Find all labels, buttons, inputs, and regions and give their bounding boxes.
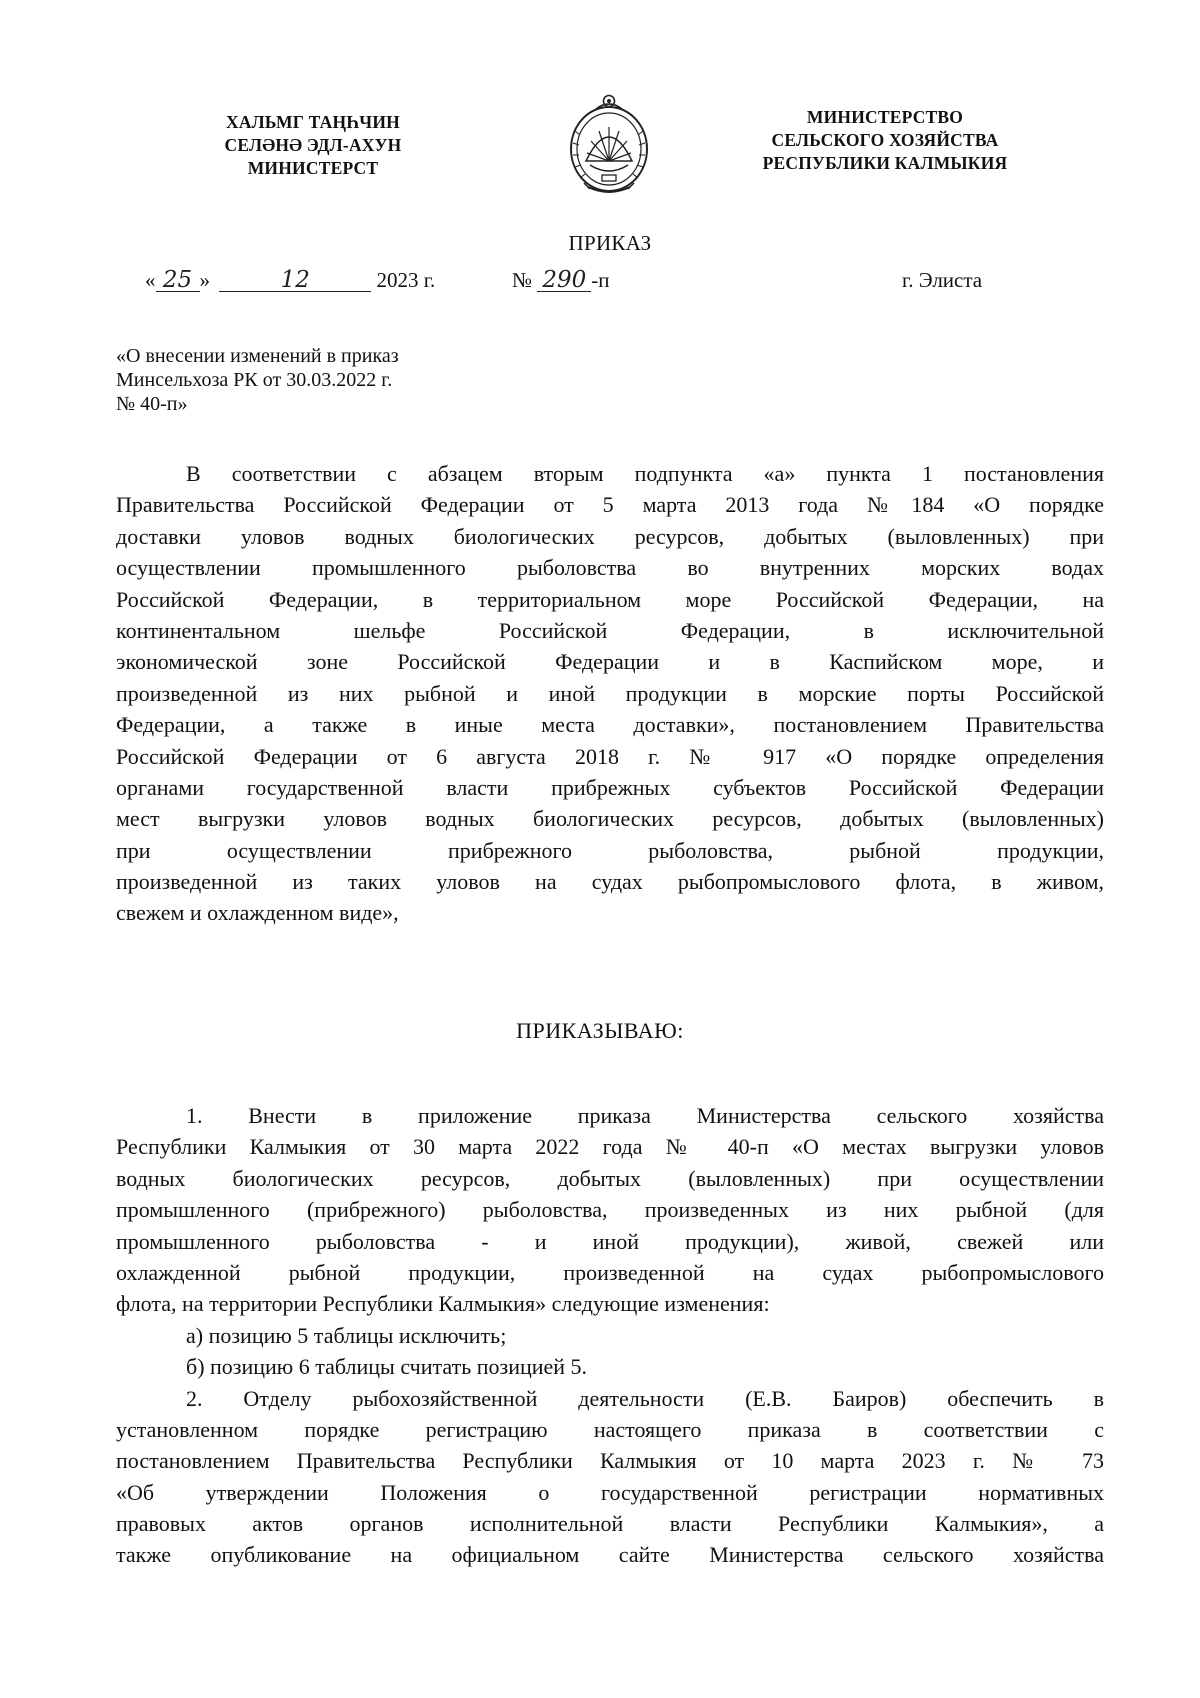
order-items <box>116 1100 1104 1571</box>
sub-item-b: б) позицию 6 таблицы считать позицией 5. <box>186 1354 588 1380</box>
text-line: 2. Отделу рыбохозяйственной деятельности (Е.В. Баиров) обеспечить в <box>186 1385 1104 1411</box>
text-line: доставки уловов водных биологических ресурсов, добытых (выловленных) при <box>116 523 1104 549</box>
text-line: произведенной из таких уловов на судах рыбопромыслового флота, в живом, <box>116 869 1104 895</box>
text-line: Федерации, а также в иные места доставки», постановлением Правительства <box>116 712 1104 738</box>
header-right-line: МИНИСТЕРСТВО <box>806 107 964 127</box>
text-line: Республики Калмыкия от 30 марта 2022 года № 40-п «О местах выгрузки уловов <box>116 1134 1104 1160</box>
order-number <box>512 268 610 293</box>
text-line: Правительства Российской Федерации от 5 марта 2013 года №184 «О порядке <box>116 492 1104 518</box>
text-line: свежем и охлажденном виде», <box>116 900 399 926</box>
text-line: охлажденной рыбной продукции, произведенной на судах рыбопромыслового <box>116 1259 1104 1285</box>
text-line: Российской Федерации, в территориальном море Российской Федерации, на <box>116 586 1104 612</box>
header-right-line: РЕСПУБЛИКИ КАЛМЫКИЯ <box>762 153 1008 173</box>
text-line: правовых актов органов исполнительной власти Республики Калмыкия», а <box>116 1511 1104 1537</box>
sub-item-a: а) позицию 5 таблицы исключить; <box>186 1322 507 1348</box>
date-close-quote: » <box>199 268 210 292</box>
order-year: 2023 г. <box>376 268 436 292</box>
subject-line: «О внесении изменений в приказ <box>116 345 399 367</box>
text-line: континентальном шельфе Российской Федерации, в исключительной <box>116 617 1104 643</box>
number-prefix: № <box>512 268 533 292</box>
text-line: при осуществлении прибрежного рыболовства, рыбной продукции, <box>116 837 1104 863</box>
text-line: «Об утверждении Положения о государственной регистрации нормативных <box>116 1479 1104 1505</box>
text-line: промышленного рыболовства - и иной продукции), живой, свежей или <box>116 1228 1104 1254</box>
text-line: установленном порядке регистрацию настоящего приказа в соответствии с <box>116 1416 1104 1442</box>
subject-line: № 40-п» <box>116 393 188 415</box>
text-line: Российской Федерации от 6 августа 2018 г. № 917 «О порядке определения <box>116 743 1104 769</box>
decree-heading: ПРИКАЗЫВАЮ: <box>516 1018 684 1043</box>
text-line: осуществлении промышленного рыболовства во внутренних морских водах <box>116 555 1104 581</box>
text-line: экономической зоне Российской Федерации и в Каспийском море, и <box>116 649 1104 675</box>
text-line: также опубликование на официальном сайте Министерства сельского хозяйства <box>116 1542 1104 1568</box>
order-subject <box>116 344 476 416</box>
preamble-paragraph <box>116 458 1104 929</box>
text-line: водных биологических ресурсов, добытых (выловленных) при осуществлении <box>116 1165 1104 1191</box>
text-line: произведенной из них рыбной и иной продукции в морские порты Российской <box>116 680 1104 706</box>
subject-line: Минсельхоза РК от 30.03.2022 г. <box>116 369 393 391</box>
header-right-line: СЕЛЬСКОГО ХОЗЯЙСТВА <box>771 130 999 150</box>
text-line: промышленного (прибрежного) рыболовства, произведенных из них рыбной (для <box>116 1197 1104 1223</box>
order-day: 25 <box>156 269 200 292</box>
number-suffix: -п <box>591 268 610 292</box>
order-title: ПРИКАЗ <box>568 231 652 255</box>
text-line: флота, на территории Республики Калмыкия» следующие изменения: <box>116 1291 770 1317</box>
header-left-line: СЕЛӘНӘ ЭДЛ-АХУН <box>224 135 402 155</box>
date-open-quote: « <box>145 268 156 292</box>
text-line: 1. Внести в приложение приказа Министерства сельского хозяйства <box>186 1103 1104 1128</box>
kalmykia-coat-of-arms-icon <box>566 91 652 199</box>
header-left-line: ХАЛЬМГ ТАҢҺЧИН <box>226 112 400 132</box>
text-line: органами государственной власти прибрежных субъектов Российской Федерации <box>116 774 1104 800</box>
header-kalmyk-ministry-name <box>188 111 438 180</box>
text-line: мест выгрузки уловов водных биологических ресурсов, добытых (выловленных) <box>116 806 1104 832</box>
header-russian-ministry-name <box>735 106 1035 175</box>
order-number-value: 290 <box>537 269 591 292</box>
order-city: г. Элиста <box>902 268 983 292</box>
order-month: 12 <box>219 269 371 292</box>
text-line: В соответствии с абзацем вторым подпункта «а» пункта 1 постановления <box>186 461 1104 486</box>
header-left-line: МИНИСТЕРСТ <box>247 158 379 178</box>
text-line: постановлением Правительства Республики Калмыкия от 10 марта 2023 г. № 73 <box>116 1448 1104 1474</box>
order-date <box>145 268 435 293</box>
